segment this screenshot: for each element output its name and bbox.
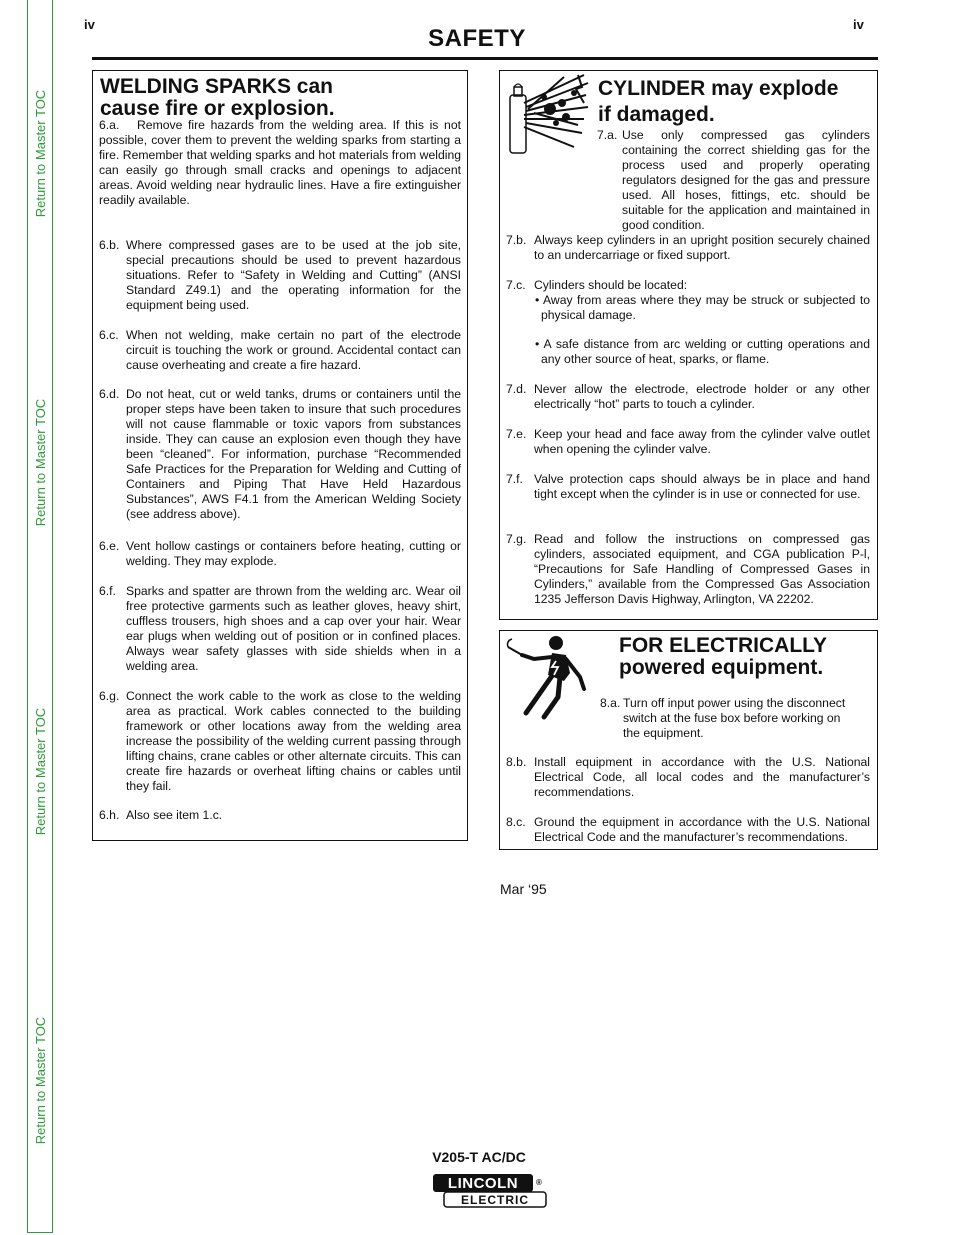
return-to-master-toc-link-1[interactable]: Return to Master TOC	[33, 89, 49, 217]
item-7e: 7.e. Keep your head and face away from the cylinder valve outlet when opening the cylinder valve.	[506, 427, 870, 456]
logo-bottom-text: ELECTRIC	[461, 1193, 529, 1207]
bullet-item: • A safe distance from arc welding or cutting operations and any other source of heat, sparks, or flame.	[535, 337, 870, 366]
item-8b: 8.b. Install equipment in accordance with the U.S. National Electrical Code, all local codes and the manufacturer’s recommendations.	[506, 755, 870, 799]
item-7c-bullets	[506, 293, 870, 367]
return-to-master-toc-link-3[interactable]: Return to Master TOC	[33, 707, 49, 835]
welding-sparks-section	[92, 70, 468, 841]
logo-registered-mark: ®	[536, 1178, 542, 1187]
electric-shock-icon	[504, 633, 590, 721]
page-number-right: iv	[853, 17, 864, 32]
page-title: SAFETY	[428, 25, 526, 52]
item-8a: 8.a. Turn off input power using the disconnect switch at the fuse box before working on the equipment.	[600, 696, 860, 741]
page-number-left: iv	[84, 17, 95, 32]
lincoln-electric-logo	[432, 1173, 548, 1208]
item-8c: 8.c. Ground the equipment in accordance with the U.S. National Electrical Code and the manufacturer’s recommendations.	[506, 815, 870, 844]
item-6d: 6.d. Do not heat, cut or weld tanks, drums or containers until the proper steps have been taken to insure that such procedures will not cause flammable or toxic vapors from substances inside. They can cause an explosion even though they have been “cleaned”. For information, purchase “Recommended Safe Practices for the Preparation for Welding and Cutting of Containers and Piping That Have Held Hazardous Substances”, AWS F4.1 from the American Welding Society (see address above).	[99, 387, 461, 521]
electrical-section	[499, 630, 878, 850]
item-8a-text-indented: Turn off input power using the disconnect switch at the fuse box before working on the equipment.	[623, 696, 846, 740]
bullet-item: • Away from areas where they may be struck or subjected to physical damage.	[535, 293, 870, 322]
item-7c: 7.c. Cylinders should be located: • Away from areas where they may be struck or subjected to physical damage. • A safe distance from arc welding or cutting operations and any other source of heat, sparks, or flame.	[506, 278, 870, 366]
cylinder-section	[499, 70, 878, 620]
logo-top-text: LINCOLN	[447, 1175, 519, 1192]
item-7f: 7.f. Valve protection caps should always be in place and hand tight except when the cylinder is in use or connected for use.	[506, 472, 870, 501]
item-7d: 7.d. Never allow the electrode, electrode holder or any other electrically “hot” parts to touch a cylinder.	[506, 382, 870, 411]
item-6f: 6.f. Sparks and spatter are thrown from the welding arc. Wear oil free protective garments such as leather gloves, heavy shirt, cuffless trousers, high shoes and a cap over your hair. Wear ear plugs when welding out of position or in confined places. Always wear safety glasses with side shields when in a welding area.	[99, 584, 461, 673]
model-name: V205-T AC/DC	[432, 1149, 526, 1165]
sidebar	[27, 0, 53, 1233]
electrical-title: FOR ELECTRICALLY powered equipment.	[619, 634, 828, 679]
item-7g: 7.g. Read and follow the instructions on compressed gas cylinders, associated equipment, and CGA publication P-l, “Precautions for Safe Handling of Compressed Gases in Cylinders,” available from the Compressed Gas Association 1235 Jefferson Davis Highway, Arlington, VA 22202.	[506, 532, 870, 606]
item-7a-text-indented: Use only compressed gas cylinders containing the correct shielding gas for the process used and properly operating regulators designed for the gas and pressure used. All hoses, fittings, etc. should be suitable for the application and maintained in good condition.	[622, 128, 870, 232]
item-6a: 6.a. Remove fire hazards from the welding area. If this is not possible, cover them to prevent the welding sparks from starting a fire. Remember that welding sparks and hot materials from welding can easily go through small cracks and openings to adjacent areas. Avoid welding near hydraulic lines. Have a fire extinguisher readily available.	[99, 118, 461, 207]
item-7a: 7.a. Use only compressed gas cylinders containing the correct shielding gas for the process used and properly operating regulators designed for the gas and pressure used. All hoses, fittings, etc. should be suitable for the application and maintained in good condition.	[597, 128, 870, 232]
return-to-master-toc-link-4[interactable]: Return to Master TOC	[33, 1016, 49, 1144]
item-6b: 6.b. Where compressed gases are to be used at the job site, special precautions should be used to prevent hazardous situations. Refer to “Safety in Welding and Cutting” (ANSI Standard Z49.1) and the operating information for the equipment being used.	[99, 238, 461, 312]
item-7b: 7.b. Always keep cylinders in an upright position securely chained to an undercarriage or fixed support.	[506, 233, 870, 262]
revision-date: Mar ‘95	[500, 881, 547, 897]
item-6h: 6.h. Also see item 1.c.	[99, 808, 223, 822]
item-6e: 6.e. Vent hollow castings or containers before heating, cutting or welding. They may explode.	[99, 539, 461, 568]
title-rule	[92, 57, 878, 60]
return-to-master-toc-link-2[interactable]: Return to Master TOC	[33, 398, 49, 526]
item-6c: 6.c. When not welding, make certain no part of the electrode circuit is touching the work or ground. Accidental contact can cause overheating and create a fire hazard.	[99, 328, 461, 372]
item-6g: 6.g. Connect the work cable to the work as close to the welding area as practical. Work cables connected to the building framework or other locations away from the welding area increase the possibility of the welding current passing through lifting chains, crane cables or other alternate circuits. This can create fire hazards or overheat lifting chains or cables until they fail.	[99, 689, 461, 793]
cylinder-title: CYLINDER may explode if damaged.	[598, 77, 839, 126]
welding-sparks-title: WELDING SPARKS can cause fire or explosion.	[100, 75, 335, 120]
